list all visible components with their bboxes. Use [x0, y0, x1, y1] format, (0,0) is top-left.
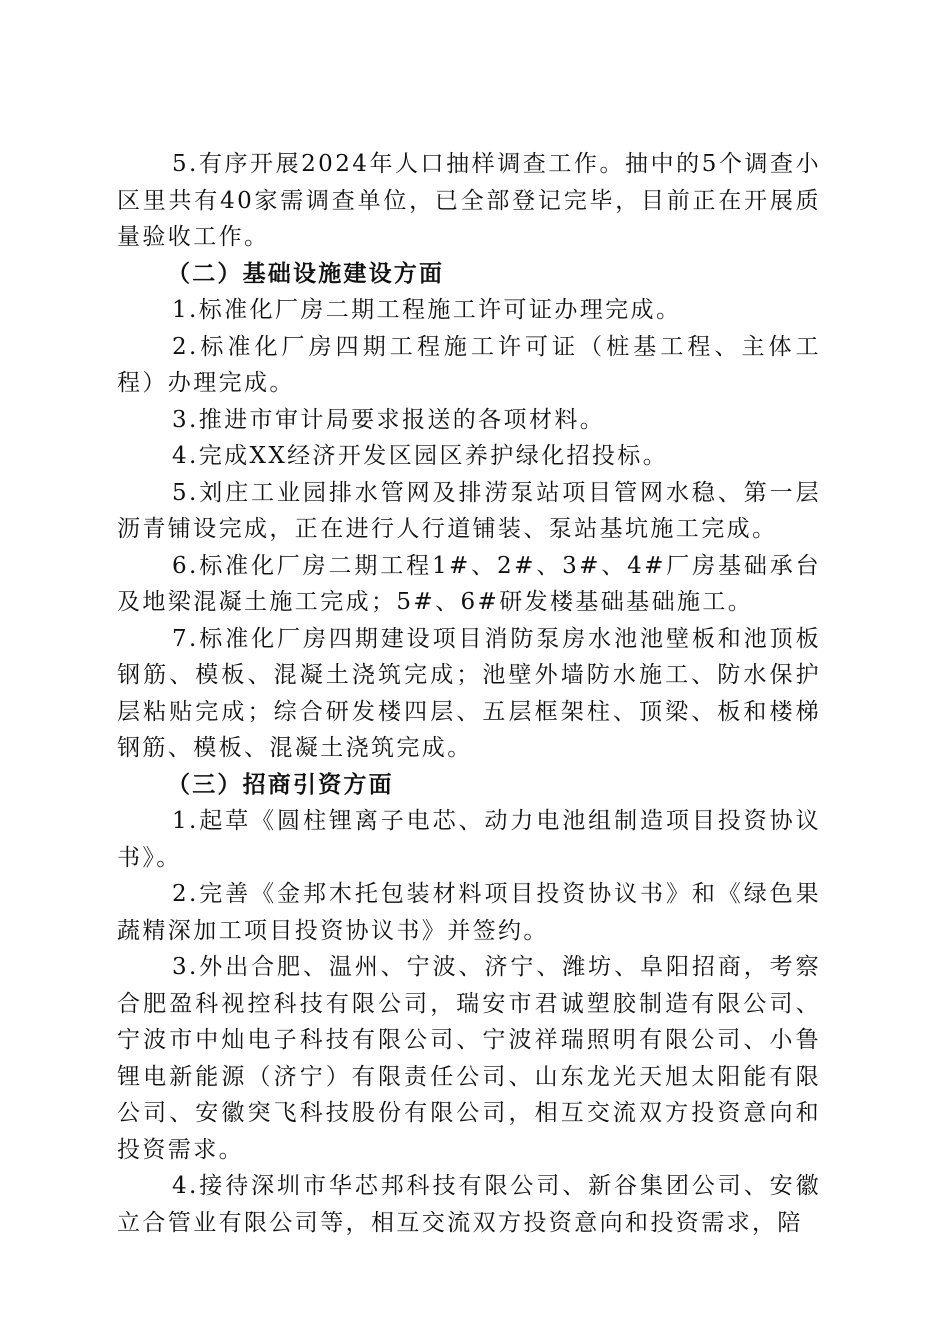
paragraph-infra-item-4: 4.完成XX经济开发区园区养护绿化招投标。: [172, 443, 669, 469]
paragraph-investment-item-4: 4.接待深圳市华芯邦科技有限公司、新谷集团公司、安徽立合管业有限公司等，相互交流双方投资意向和投资需求，陪: [117, 1173, 821, 1236]
section-heading-investment: （三）招商引资方面: [167, 770, 394, 798]
section-heading-infrastructure: （二）基础设施建设方面: [167, 259, 445, 287]
paragraph-infra-item-5: 5.刘庄工业园排水管网及排涝泵站项目管网水稳、第一层沥青铺设完成，正在进行人行道铺装、泵站基坑施工完成。: [117, 479, 821, 542]
paragraph-infra-item-2: 2.标准化厂房四期工程施工许可证（桩基工程、主体工程）办理完成。: [117, 333, 821, 396]
paragraph-population-survey: 5.有序开展2024年人口抽样调查工作。抽中的5个调查小区里共有40家需调查单位，已全部登记完毕，目前正在开展质量验收工作。: [117, 151, 821, 250]
paragraph-infra-item-7: 7.标准化厂房四期建设项目消防泵房水池池壁板和池顶板钢筋、模板、混凝土浇筑完成；池壁外墙防水施工、防水保护层粘贴完成；综合研发楼四层、五层框架柱、顶梁、板和楼梯钢筋、模板、混凝土浇筑完成。: [117, 625, 821, 761]
paragraph-infra-item-1: 1.标准化厂房二期工程施工许可证办理完成。: [172, 297, 682, 323]
paragraph-investment-item-3: 3.外出合肥、温州、宁波、济宁、潍坊、阜阳招商，考察合肥盈科视控科技有限公司，瑞安市君诚塑胶制造有限公司、宁波市中灿电子科技有限公司、宁波祥瑞照明有限公司、小鲁锂电新能源（济宁）有限责任公司、山东龙光天旭太阳能有限公司、安徽突飞科技股份有限公司，相互交流双方投资意向和投资需求。: [117, 954, 821, 1163]
paragraph-investment-item-2: 2.完善《金邦木托包装材料项目投资协议书》和《绿色果蔬精深加工项目投资协议书》并签约。: [117, 881, 821, 944]
paragraph-investment-item-1: 1.起草《圆柱锂离子电芯、动力电池组制造项目投资协议书》。: [117, 808, 821, 871]
paragraph-infra-item-6: 6.标准化厂房二期工程1#、2#、3#、4#厂房基础承台及地梁混凝土施工完成；5#、6#研发楼基础基础施工。: [117, 552, 821, 615]
paragraph-infra-item-3: 3.推进市审计局要求报送的各项材料。: [172, 406, 606, 433]
